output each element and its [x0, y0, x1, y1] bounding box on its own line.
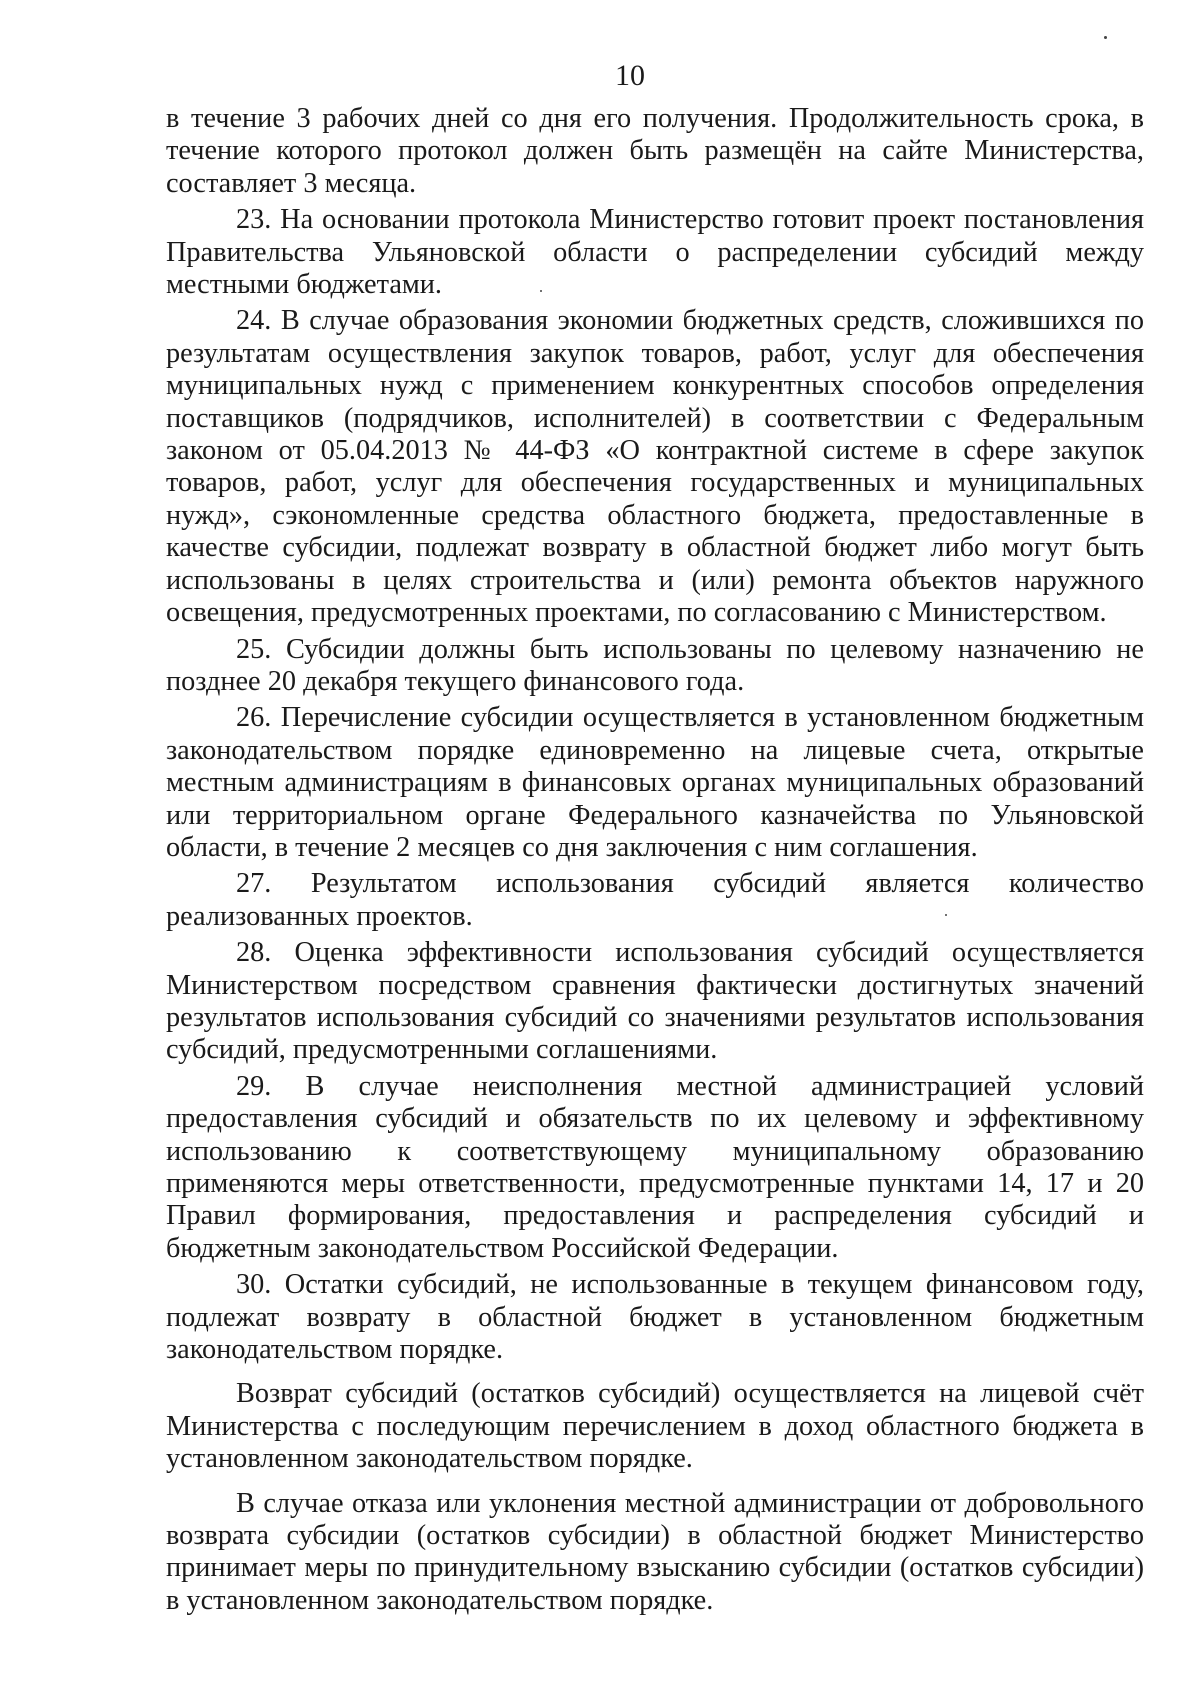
paragraph-29: 29. В случае неисполнения местной администрацией условий предоставления субсидий и обязательств по их целевому и эффективному использованию к соответствующему муниципальному образованию применяются меры ответственности, предусмотренные пунктами 14, 17 и 20 Правил формирования, предоставления и распределения субсидий и бюджетным законодательством Российской Федерации. — [166, 1070, 1144, 1264]
document-body — [166, 103, 1144, 1621]
paragraph-continuation: в течение 3 рабочих дней со дня его получения. Продолжительность срока, в течение которого протокол должен быть размещён на сайте Министерства, составляет 3 месяца. — [166, 103, 1144, 199]
paragraph-27: 27. Результатом использования субсидий является количество реализованных проектов. — [166, 868, 1144, 932]
paragraph-28: 28. Оценка эффективности использования субсидий осуществляется Министерством посредством сравнения фактически достигнутых значений результатов использования субсидий со значениями результатов использования субсидий, предусмотренными соглашениями. — [166, 937, 1144, 1066]
paragraph-enforcement: В случае отказа или уклонения местной администрации от добровольного возврата субсидии (остатков субсидии) в областной бюджет Министерство принимает меры по принудительному взысканию субсидии (остатков субсидии) в установленном законодательством порядке. — [166, 1487, 1144, 1616]
page-number: 10 — [615, 59, 645, 92]
scan-speck — [1104, 36, 1107, 39]
paragraph-23: 23. На основании протокола Министерство готовит проект постановления Правительства Ульяновской области о распределении субсидий между местными бюджетами. — [166, 204, 1144, 301]
paragraph-26: 26. Перечисление субсидии осуществляется в установленном бюджетным законодательством порядке единовременно на лицевые счета, открытые местным администрациям в финансовых органах муниципальных образований или территориальном органе Федерального казначейства по Ульяновской области, в течение 2 месяцев со дня заключения с ним соглашения. — [166, 702, 1144, 863]
paragraph-24: 24. В случае образования экономии бюджетных средств, сложившихся по результатам осуществления закупок товаров, работ, услуг для обеспечения муниципальных нужд с применением конкурентных способов определения поставщиков (подрядчиков, исполнителей) в соответствии с Федеральным законом от 05.04.2013 № 44-ФЗ «О контрактной системе в сфере закупок товаров, работ, услуг для обеспечения государственных и муниципальных нужд», сэкономленные средства областного бюджета, предоставленные в качестве субсидии, подлежат возврату в областной бюджет либо могут быть использованы в целях строительства и (или) ремонта объектов наружного освещения, предусмотренных проектами, по согласованию с Министерством. — [166, 305, 1144, 629]
paragraph-30: 30. Остатки субсидий, не использованные в текущем финансовом году, подлежат возврату в областной бюджет в установленном бюджетным законодательством порядке. — [166, 1269, 1144, 1366]
scan-speck — [540, 290, 542, 292]
scan-speck — [945, 914, 947, 916]
paragraph-refund: Возврат субсидий (остатков субсидий) осуществляется на лицевой счёт Министерства с последующим перечислением в доход областного бюджета в установленном законодательством порядке. — [166, 1378, 1144, 1475]
paragraph-25: 25. Субсидии должны быть использованы по целевому назначению не позднее 20 декабря текущего финансового года. — [166, 633, 1144, 697]
